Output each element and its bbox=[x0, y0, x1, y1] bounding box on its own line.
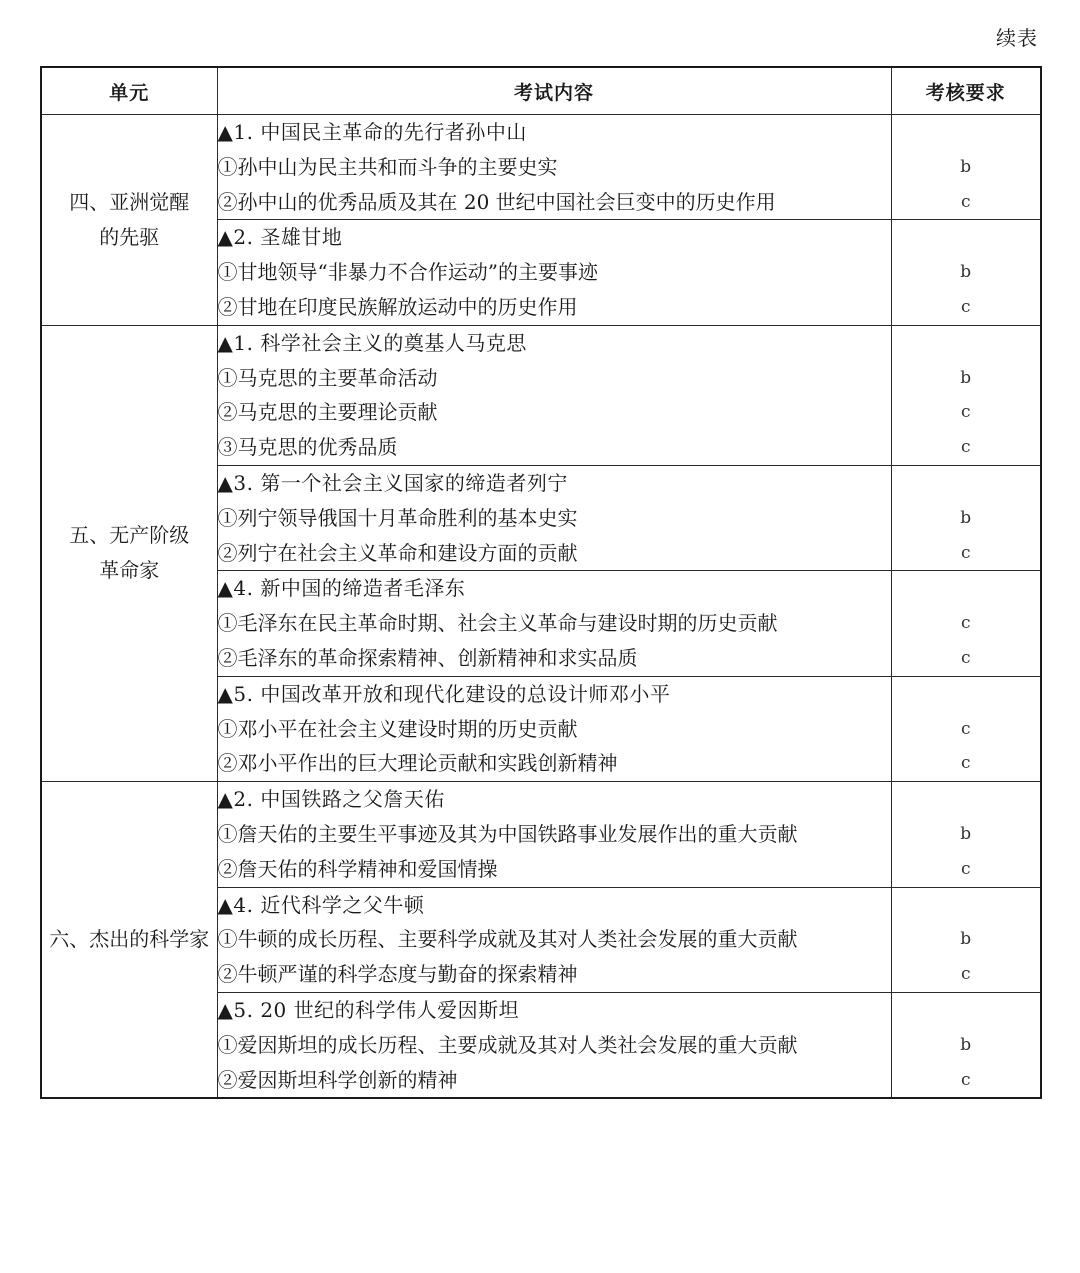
topic-content-cell bbox=[217, 465, 891, 570]
topic-title: ▲5. 20 世纪的科学伟人爱因斯坦 bbox=[217, 997, 520, 1022]
requirement-level: b bbox=[960, 1034, 972, 1055]
topic-content-cell bbox=[217, 782, 891, 887]
topic-title: ▲4. 新中国的缔造者毛泽东 bbox=[217, 576, 466, 601]
unit-name-line: 五、无产阶级 bbox=[69, 523, 190, 548]
header-unit: 单元 bbox=[41, 67, 217, 115]
topic-content-cell bbox=[217, 676, 891, 781]
requirement-level: b bbox=[960, 929, 972, 950]
table-header-row bbox=[41, 67, 1041, 115]
topic-title: ▲1. 科学社会主义的奠基人马克思 bbox=[217, 330, 527, 355]
table-row bbox=[41, 782, 1041, 887]
requirement-cell bbox=[891, 465, 1041, 570]
requirement-level: b bbox=[960, 823, 972, 844]
topic-item: ②毛泽东的革命探索精神、创新精神和求实品质 bbox=[217, 645, 638, 670]
topic-content-cell bbox=[217, 887, 891, 992]
syllabus-table bbox=[40, 66, 1042, 1099]
topic-content-cell bbox=[217, 992, 891, 1098]
requirement-level: c bbox=[960, 964, 971, 985]
topic-item: ②牛顿严谨的科学态度与勤奋的探索精神 bbox=[217, 962, 578, 987]
topic-title: ▲5. 中国改革开放和现代化建设的总设计师邓小平 bbox=[217, 681, 671, 706]
requirement-level: b bbox=[960, 156, 972, 177]
header-content: 考试内容 bbox=[217, 67, 891, 115]
topic-title: ▲1. 中国民主革命的先行者孙中山 bbox=[217, 120, 527, 144]
topic-item: ②孙中山的优秀品质及其在 20 世纪中国社会巨变中的历史作用 bbox=[217, 189, 776, 214]
unit-name-line: 四、亚洲觉醒 bbox=[69, 189, 190, 214]
requirement-cell bbox=[891, 325, 1041, 465]
topic-content-cell bbox=[217, 115, 891, 220]
topic-content-cell bbox=[217, 325, 891, 465]
topic-item: ②列宁在社会主义革命和建设方面的贡献 bbox=[217, 540, 578, 565]
requirement-cell bbox=[891, 220, 1041, 325]
requirement-level: c bbox=[960, 296, 971, 317]
requirement-level: c bbox=[960, 858, 971, 879]
requirement-level: c bbox=[960, 647, 971, 668]
topic-item: ①牛顿的成长历程、主要科学成就及其对人类社会发展的重大贡献 bbox=[217, 927, 798, 952]
topic-item: ②邓小平作出的巨大理论贡献和实践创新精神 bbox=[217, 751, 618, 776]
header-requirement: 考核要求 bbox=[891, 67, 1041, 115]
topic-item: ①列宁领导俄国十月革命胜利的基本史实 bbox=[217, 505, 578, 530]
unit-name-line: 六、杰出的科学家 bbox=[49, 927, 210, 952]
requirement-cell bbox=[891, 676, 1041, 781]
requirement-level: b bbox=[960, 262, 972, 283]
requirement-level: c bbox=[960, 1069, 971, 1090]
topic-item: ①爱因斯坦的成长历程、主要成就及其对人类社会发展的重大贡献 bbox=[217, 1032, 798, 1057]
topic-item: ①毛泽东在民主革命时期、社会主义革命与建设时期的历史贡献 bbox=[217, 611, 778, 636]
topic-item: ③马克思的优秀品质 bbox=[217, 435, 398, 460]
unit-name-line: 革命家 bbox=[99, 558, 160, 583]
requirement-level: c bbox=[960, 718, 971, 739]
unit-name-line: 的先驱 bbox=[99, 224, 160, 249]
unit-cell bbox=[41, 782, 217, 1099]
requirement-level: c bbox=[960, 753, 971, 774]
topic-item: ①詹天佑的主要生平事迹及其为中国铁路事业发展作出的重大贡献 bbox=[217, 821, 798, 846]
table-row bbox=[41, 115, 1041, 220]
topic-item: ①马克思的主要革命活动 bbox=[217, 365, 438, 390]
topic-content-cell bbox=[217, 571, 891, 676]
unit-cell bbox=[41, 115, 217, 326]
requirement-level: c bbox=[960, 437, 971, 458]
topic-title: ▲3. 第一个社会主义国家的缔造者列宁 bbox=[217, 470, 568, 495]
topic-item: ①甘地领导“非暴力不合作运动”的主要事迹 bbox=[217, 260, 598, 285]
topic-item: ①孙中山为民主共和而斗争的主要史实 bbox=[217, 154, 558, 179]
unit-cell bbox=[41, 325, 217, 781]
requirement-cell bbox=[891, 992, 1041, 1098]
topic-title: ▲2. 圣雄甘地 bbox=[217, 225, 343, 250]
topic-content-cell bbox=[217, 220, 891, 325]
requirement-level: c bbox=[960, 542, 971, 563]
continued-label: 续表 bbox=[996, 26, 1038, 50]
requirement-level: b bbox=[960, 367, 972, 388]
topic-item: ②甘地在印度民族解放运动中的历史作用 bbox=[217, 294, 578, 319]
requirement-cell bbox=[891, 571, 1041, 676]
syllabus-body bbox=[41, 115, 1041, 1099]
requirement-cell bbox=[891, 782, 1041, 887]
topic-item: ②马克思的主要理论贡献 bbox=[217, 400, 438, 425]
topic-item: ②爱因斯坦科学创新的精神 bbox=[217, 1067, 458, 1092]
table-row bbox=[41, 325, 1041, 465]
topic-item: ②詹天佑的科学精神和爱国情操 bbox=[217, 856, 498, 881]
requirement-level: c bbox=[960, 402, 971, 423]
topic-title: ▲4. 近代科学之父牛顿 bbox=[217, 892, 425, 917]
requirement-level: c bbox=[960, 191, 971, 212]
topic-title: ▲2. 中国铁路之父詹天佑 bbox=[217, 787, 445, 812]
requirement-level: b bbox=[960, 507, 972, 528]
requirement-level: c bbox=[960, 613, 971, 634]
topic-item: ①邓小平在社会主义建设时期的历史贡献 bbox=[217, 716, 578, 741]
requirement-cell bbox=[891, 887, 1041, 992]
requirement-cell bbox=[891, 115, 1041, 220]
